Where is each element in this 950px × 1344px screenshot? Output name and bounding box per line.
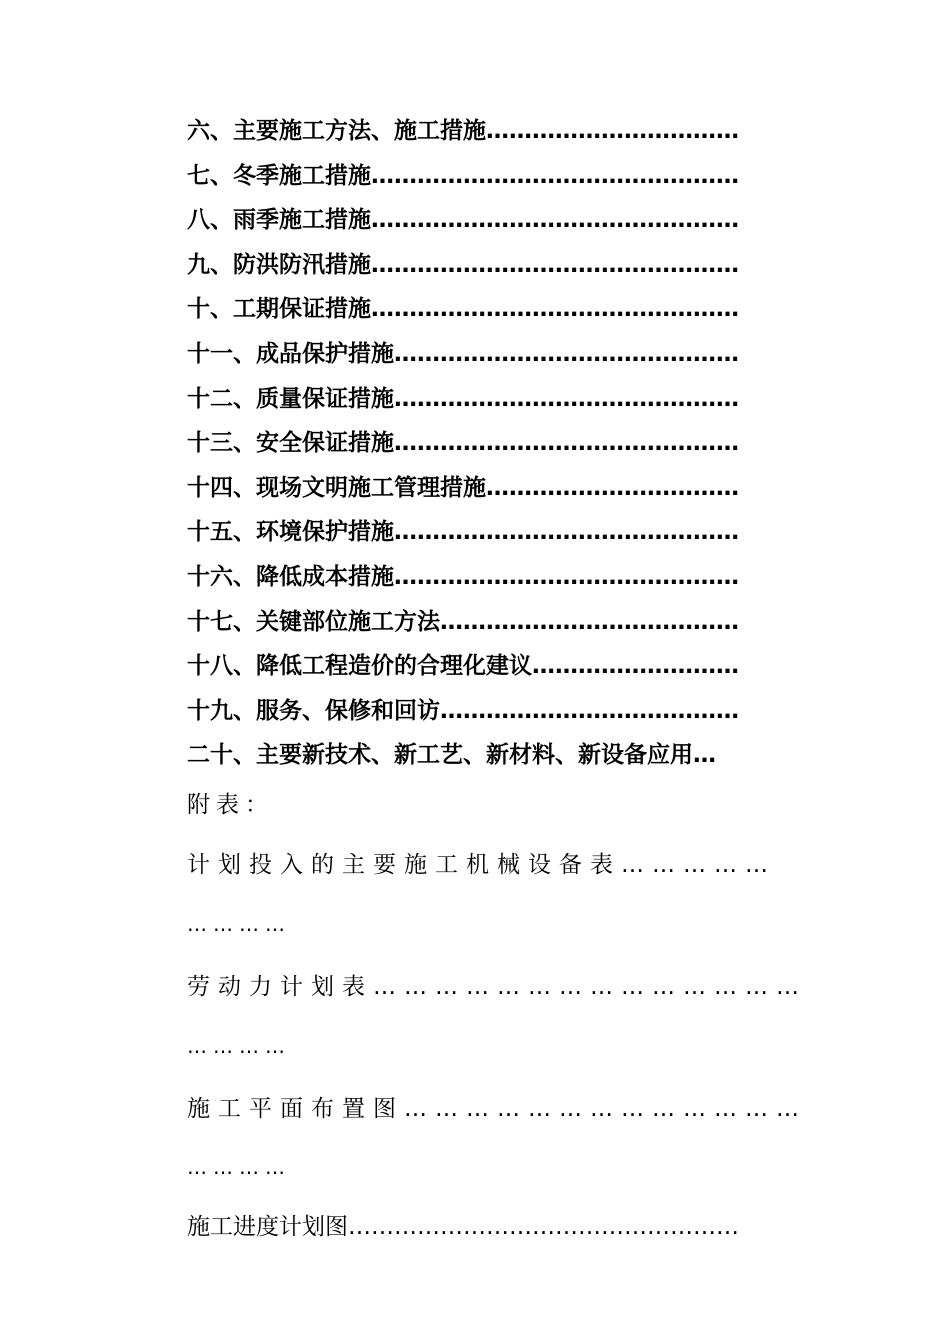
toc-item: 十四、现场文明施工管理措施…………………………… xyxy=(187,474,739,501)
toc-item: 十六、降低成本措施……………………………………… xyxy=(187,563,739,590)
appendix-item: 计划投入的主要施工机械设备表…………… xyxy=(187,852,776,878)
toc-item: 十三、安全保证措施……………………………………… xyxy=(187,430,739,457)
toc-item: 十九、服务、保修和回访………………………………… xyxy=(187,697,739,724)
toc-item: 七、冬季施工措施………………………………………… xyxy=(187,162,739,189)
appendix-item-continuation: ………… xyxy=(187,912,291,936)
appendix-item-continuation: ………… xyxy=(187,1155,291,1179)
toc-item: 十二、质量保证措施……………………………………… xyxy=(187,385,739,412)
toc-item: 二十、主要新技术、新工艺、新材料、新设备应用… xyxy=(187,742,716,769)
appendix-title: 附表： xyxy=(187,792,274,818)
table-of-contents xyxy=(187,109,827,778)
toc-item: 六、主要施工方法、施工措施…………………………… xyxy=(187,118,739,144)
toc-item: 十八、降低工程造价的合理化建议……………………… xyxy=(187,653,739,680)
toc-item: 十七、关键部位施工方法………………………………… xyxy=(187,608,739,635)
appendix-item: 施工进度计划图…………………………………………… xyxy=(187,1214,739,1240)
toc-item: 八、雨季施工措施………………………………………… xyxy=(187,207,739,234)
appendix-item-continuation: ………… xyxy=(187,1034,291,1058)
toc-item: 十五、环境保护措施……………………………………… xyxy=(187,519,739,546)
toc-item: 十一、成品保护措施……………………………………… xyxy=(187,340,739,367)
toc-item: 十、工期保证措施………………………………………… xyxy=(187,296,739,323)
appendix-item: 劳动力计划表…………………………………… xyxy=(187,974,807,1000)
appendix-item: 施工平面布置图………………………………… xyxy=(187,1096,807,1122)
toc-item: 九、防洪防汛措施………………………………………… xyxy=(187,251,739,278)
